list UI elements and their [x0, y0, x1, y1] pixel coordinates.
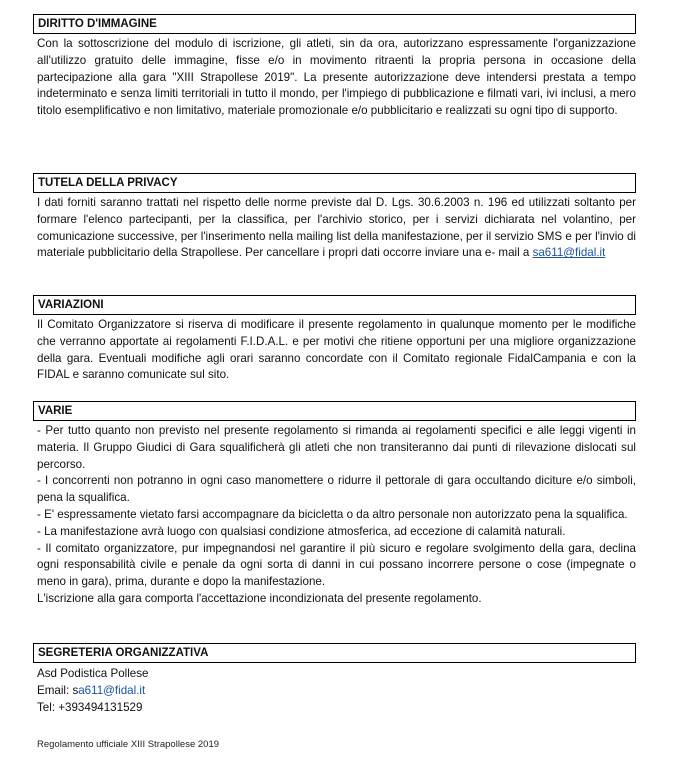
section-text [33, 195, 636, 262]
section-title: SEGRETERIA ORGANIZZATIVA [33, 643, 636, 663]
privacy-email-link[interactable]: sa611@fidal.it [532, 246, 606, 260]
paragraph [37, 195, 636, 262]
list-item: - Per tutto quanto non previsto nel presente regolamento si rimanda ai regolamenti specifici e alle leggi vigenti in materia. Il Gruppo Giudici di Gara squalificherà gli atleti che non transiteranno dai punti di rilevazione dislocati sul percorso. [37, 424, 636, 471]
list-item: - E' espressamente vietato farsi accompagnare da bicicletta o da altro personale non autorizzato pena la squalifica. [37, 507, 628, 521]
section-text [33, 423, 636, 608]
paragraph: Il Comitato Organizzatore si riserva di modificare il presente regolamento in qualunque momento per le modifiche che verranno apportate ai regolamenti F.I.D.A.L. e per motivi che ritiene opportuni per una migliore organizzazione della gara. Eventuali modifiche agli orari saranno concordate con il Comitato regionale FidalCampania e con la FIDAL e saranno comunicate sul sito. [37, 318, 636, 382]
segreteria-name: Asd Podistica Pollese [37, 667, 149, 680]
section-title: VARIAZIONI [33, 295, 636, 315]
list-item: L'iscrizione alla gara comporta l'accettazione incondizionata del presente regolamento. [37, 591, 482, 605]
section-varie [33, 401, 636, 608]
section-title: TUTELA DELLA PRIVACY [33, 173, 636, 193]
list-item: - I concorrenti non potranno in ogni caso manomettere o ridurre il pettorale di gara occultando diciture e/o simboli, pena la squalifica. [37, 474, 636, 505]
section-segreteria [33, 643, 636, 716]
section-text [33, 317, 636, 384]
section-title: VARIE [33, 401, 636, 421]
segreteria-email [33, 683, 636, 700]
list-item: - Il comitato organizzatore, pur impegnandosi nel garantire il più sicuro e regolare svolgimento della gara, declina ogni responsabilità civile e penale da ogni sorta di danni in cui possano incorrere persone o cose (impegnate o meno in gara), prima, durante e dopo la manifestazione. [37, 541, 636, 589]
section-title: DIRITTO D'IMMAGINE [33, 14, 636, 34]
section-variazioni [33, 295, 636, 384]
segreteria-tel: Tel: +393494131529 [37, 700, 143, 714]
privacy-text: I dati forniti saranno trattati nel rispetto delle norme previste dal D. Lgs. 30.6.2003 n. 196 ed utilizzati soltanto per formare l'elenco partecipanti, per la classifica, per l'archivio storico, per i servizi dichiarata nel volantino, per comunicazione successive, per l'inserimento nella mailing list della manifestazione, per il servizio SMS e per l'invio di materiale pubblicitario della Strapollese. Per cancellare i propri dati occorre inviare una e- mail a [37, 196, 636, 260]
email-label: Email: [37, 683, 73, 697]
email-prefix: s [72, 683, 79, 697]
segreteria-email-link[interactable]: a611@fidal.it [78, 683, 146, 697]
section-privacy [33, 173, 636, 262]
section-diritto-immagine [33, 14, 636, 120]
list-item: - La manifestazione avrà luogo con qualsiasi condizione atmosferica, ad eccezione di calamità naturali. [37, 524, 566, 538]
section-text [33, 36, 636, 120]
paragraph: Con la sottoscrizione del modulo di iscrizione, gli atleti, sin da ora, autorizzano espressamente l'organizzazione all'utilizzo gratuito delle immagine, fisse e/o in movimento ritraenti la propria persona in occasione della partecipazione alla gara "XIII Strapollese 2019". La presente autorizzazione deve intendersi prestata a tempo indeterminato e senza limiti territoriali in tutto il mondo, per l'impiego di pubblicazione e filmati vari, ivi inclusi, a mero titolo esemplificativo e non limitativo, materiale promozionale e/o pubblicitario e realizzati su ogni tipo di supporto. [37, 37, 636, 118]
page-footer: Regolamento ufficiale XIII Strapollese 2019 [37, 739, 220, 750]
